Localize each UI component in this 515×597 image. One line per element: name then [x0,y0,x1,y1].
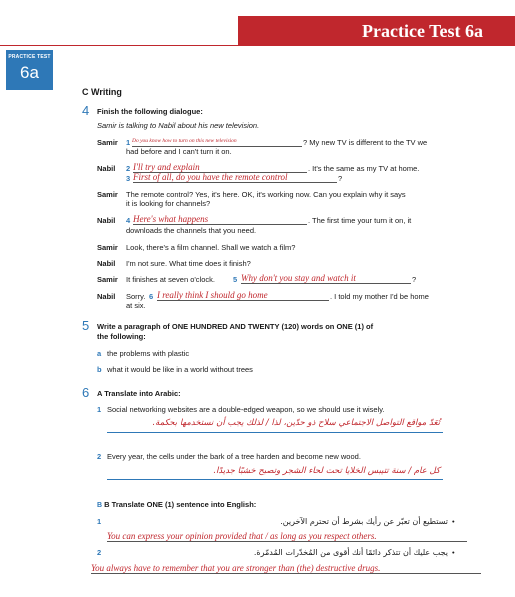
dialogue-text: It finishes at seven o'clock. [126,275,215,284]
side-tab-label: PRACTICE TEST [8,54,51,60]
bullet: • [452,548,455,557]
speaker-label: Nabil [97,164,116,173]
item-number: 2 [97,548,102,557]
speaker-label: Samir [97,275,118,284]
answer-number: 5 [233,275,238,284]
answer-text: Do you know how to turn on this new television [132,136,302,147]
answer-number: 4 [126,216,131,225]
dialogue-text: at six. [126,301,146,310]
dialogue-text: Sorry. [126,292,146,301]
dialogue-text: downloads the channels that you need. [126,226,257,235]
dialogue-text: ? My new TV is different to the TV we [303,138,428,147]
option-letter: b [97,365,102,374]
item-text: Social networking websites are a double-edged weapon, so we should use it wisely. [107,405,385,414]
bullet: • [452,517,455,526]
dialogue-text: ? [338,174,343,183]
dialogue-text: . I told my mother I'd be home [330,292,429,301]
page-title: Practice Test 6a [362,21,483,41]
dialogue-text: had before and I can't turn it on. [126,147,232,156]
answer-number: 2 [126,164,131,173]
item-number: 1 [97,405,102,414]
item-number: 1 [97,517,102,526]
option-text: what it would be like in a world without trees [107,365,253,374]
question-number-5: 5 [82,318,90,333]
dialogue-text: Look, there's a film channel. Shall we watch a film? [126,243,296,252]
speaker-label: Nabil [97,216,116,225]
arabic-answer: كل عام / سنة تتيبس الخلايا تحت لحاء الشجر وتصبح خشبًا جديدًا. [213,466,440,476]
answer-text: Why don't you stay and watch it [241,273,411,284]
dialogue-text: ? [412,275,417,284]
q6-part-a-title: A Translate into Arabic: [97,389,181,398]
question-number-4: 4 [82,103,90,118]
dialogue-text: it is looking for channels? [126,199,211,208]
header-rule [0,45,515,46]
q5-instruction: Write a paragraph of ONE HUNDRED AND TWENTY (120) words on ONE (1) of [97,322,374,331]
speaker-label: Samir [97,243,118,252]
english-answer: You can express your opinion provided that / as long as you respect others. [107,531,467,542]
answer-text: First of all, do you have the remote control [133,172,337,183]
option-text: the problems with plastic [107,349,190,358]
dialogue-text: I'm not sure. What time does it finish? [126,259,251,268]
speaker-label: Samir [97,138,118,147]
english-answer: You always have to remember that you are stronger than (the) destructive drugs. [91,563,481,574]
item-number: 2 [97,452,102,461]
question-number-6: 6 [82,385,90,400]
option-letter: a [97,349,102,358]
arabic-sentence: يجب عليك أن تتذكر دائمًا أنك أقوى من المُخدّرات المُدمّرة. [253,548,448,557]
q4-context: Samir is talking to Nabil about his new television. [97,121,260,130]
answer-number: 1 [126,138,131,147]
dialogue-text: . It's the same as my TV at home. [308,164,420,173]
speaker-label: Nabil [97,259,116,268]
answer-number: 6 [149,292,154,301]
answer-line [107,432,443,433]
answer-number: 3 [126,174,131,183]
q5-instruction: the following: [97,332,146,341]
speaker-label: Nabil [97,292,116,301]
arabic-answer: تُعَدّ مواقع التواصل الاجتماعي سلاح ذو حدّين، لذا / لذلك يجب أن نستخدمها بحكمة. [152,418,440,428]
item-text: Every year, the cells under the bark of a tree harden and become new wood. [107,452,361,461]
answer-text: I'll try and explain [133,162,307,173]
dialogue-text: . The first time your turn it on, it [308,216,412,225]
q6-part-b-title: B B Translate ONE (1) sentence into English: [97,500,257,509]
arabic-sentence: تستطيع أن تعبّر عن رأيك بشرط أن تحترم الآخرين. [280,517,448,526]
speaker-label: Samir [97,190,118,199]
part-b-title-text: B Translate ONE (1) sentence into English: [104,500,257,509]
q4-instruction: Finish the following dialogue: [97,107,203,116]
answer-text: Here's what happens [133,214,307,225]
section-title: C Writing [82,87,122,97]
answer-text: I really think I should go home [157,290,329,301]
side-tab-code: 6a [20,63,39,82]
dialogue-text: The remote control? Yes, it's here. OK, it's working now. Can you explain why it says [126,190,406,199]
answer-line [107,479,443,480]
